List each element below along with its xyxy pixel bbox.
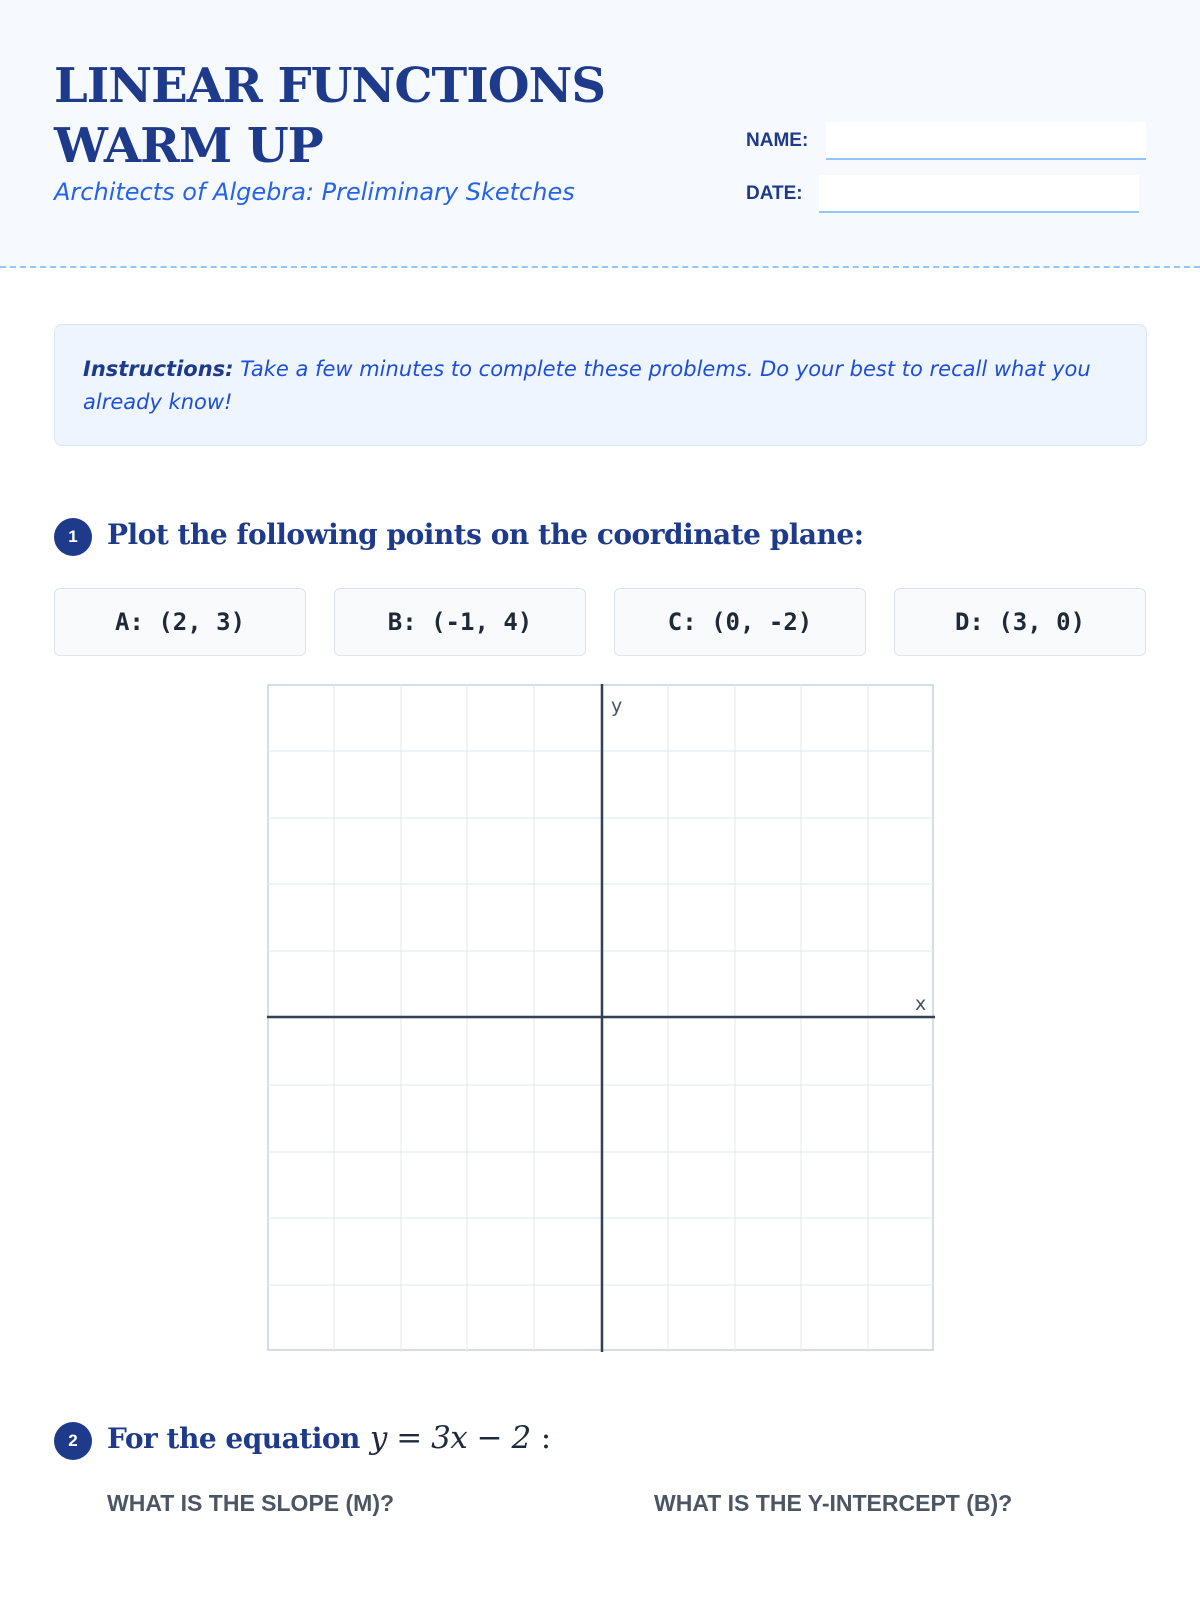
question-2-prompt: For the equation	[107, 1422, 360, 1455]
point-a: A: (2, 3)	[54, 588, 306, 656]
intercept-question: WHAT IS THE Y-INTERCEPT (B)?	[654, 1490, 1013, 1516]
name-field[interactable]	[826, 122, 1146, 160]
question-2-badge: 2	[54, 1422, 92, 1460]
point-d: D: (3, 0)	[894, 588, 1146, 656]
instructions-text: Take a few minutes to complete these problems. Do your best to recall what you already know!	[83, 357, 1091, 414]
question-1-badge: 1	[54, 518, 92, 556]
x-axis-label: x	[915, 993, 927, 1015]
question-2-prompt-row	[107, 1420, 551, 1456]
date-label: DATE:	[746, 183, 803, 204]
worksheet-title: LINEAR FUNCTIONS WARM UP	[54, 58, 606, 174]
equation-suffix: :	[540, 1420, 551, 1456]
slope-question: WHAT IS THE SLOPE (M)?	[107, 1490, 395, 1516]
y-axis-label: y	[611, 695, 623, 717]
instructions-box	[54, 324, 1147, 446]
coordinate-plane[interactable]	[267, 684, 935, 1357]
worksheet-subtitle: Architects of Algebra: Preliminary Sketches	[54, 178, 575, 206]
worksheet-header	[0, 0, 1200, 268]
date-field[interactable]	[819, 175, 1139, 213]
name-label: NAME:	[746, 130, 809, 151]
point-b: B: (-1, 4)	[334, 588, 586, 656]
instructions-lead: Instructions:	[83, 357, 234, 381]
point-c: C: (0, -2)	[614, 588, 866, 656]
coordinate-grid[interactable]	[267, 684, 935, 1352]
question-1-prompt: Plot the following points on the coordinate plane:	[107, 518, 864, 551]
equation: y = 3x − 2	[369, 1420, 531, 1456]
